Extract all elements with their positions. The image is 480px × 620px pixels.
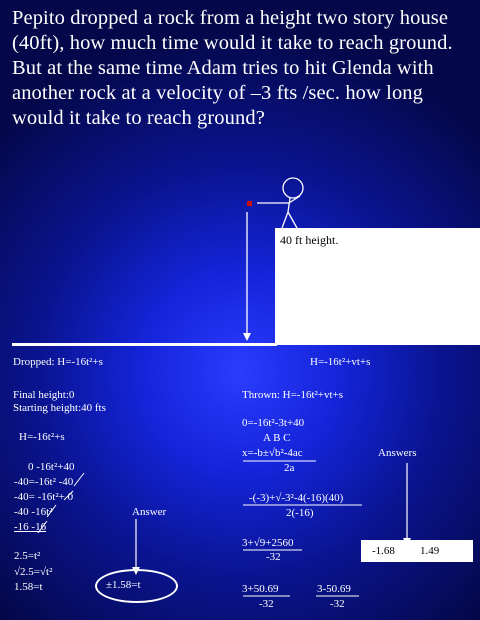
height-label: 40 ft height.	[280, 233, 339, 247]
step-2: -40=-16t² -40	[14, 476, 74, 488]
stick-figure-icon	[257, 178, 303, 228]
substituted-numerator: -(-3)+√-3²-4(-16)(40)	[249, 492, 344, 504]
substituted-denominator: 2(-16)	[286, 507, 314, 519]
step-6: 2.5=t²	[14, 550, 41, 562]
root1-denominator: -32	[259, 598, 274, 610]
root1-numerator: 3+50.69	[242, 583, 279, 595]
cancel-mark	[74, 473, 84, 486]
thrown-equation: 0=-16t²-3t+40	[242, 417, 305, 429]
answer-2: 1.49	[420, 545, 440, 557]
answer-value: ±1.58=t	[106, 579, 141, 591]
answer-1: -1.68	[372, 545, 395, 557]
quadratic-numerator: x=-b±√b²-4ac	[242, 447, 303, 459]
abc-labels: A B C	[263, 432, 291, 444]
dropped-formula: H=-16t²+s	[19, 431, 65, 443]
step-4: -40 -16t²	[14, 506, 53, 518]
quadratic-denominator: 2a	[284, 462, 295, 474]
thrown-header: Thrown: H=-16t²+vt+s	[242, 389, 344, 401]
root2-numerator: 3-50.69	[317, 583, 351, 595]
root2-denominator: -32	[330, 598, 345, 610]
problem-statement: Pepito dropped a rock from a height two story house (40ft), how much time would it take to reach ground. But at the same time Adam tries to hit Glenda with another rock at a velocity of –3 fts /sec. how long would it take to reach ground?	[12, 7, 453, 129]
step-8: 1.58=t	[14, 581, 43, 593]
fall-arrowhead	[243, 333, 251, 341]
step-5: -16 -16	[14, 521, 47, 533]
dropped-header: Dropped: H=-16t²+s	[13, 356, 103, 368]
starting-height: Starting height:40 fts	[13, 402, 106, 414]
rock-icon	[247, 201, 252, 206]
step-1: 0 -16t²+40	[28, 461, 75, 473]
answers-box	[361, 540, 473, 562]
simplified-numerator: 3+√9+2560	[242, 537, 294, 549]
general-formula: H=-16t²+vt+s	[310, 356, 371, 368]
step-7: √2.5=√t²	[14, 566, 53, 578]
answers-label: Answers	[378, 447, 417, 459]
simplified-denominator: -32	[266, 551, 281, 563]
answer-label: Answer	[132, 506, 167, 518]
step-3: -40= -16t²+ 0	[14, 491, 74, 503]
final-height: Final height:0	[13, 389, 75, 401]
